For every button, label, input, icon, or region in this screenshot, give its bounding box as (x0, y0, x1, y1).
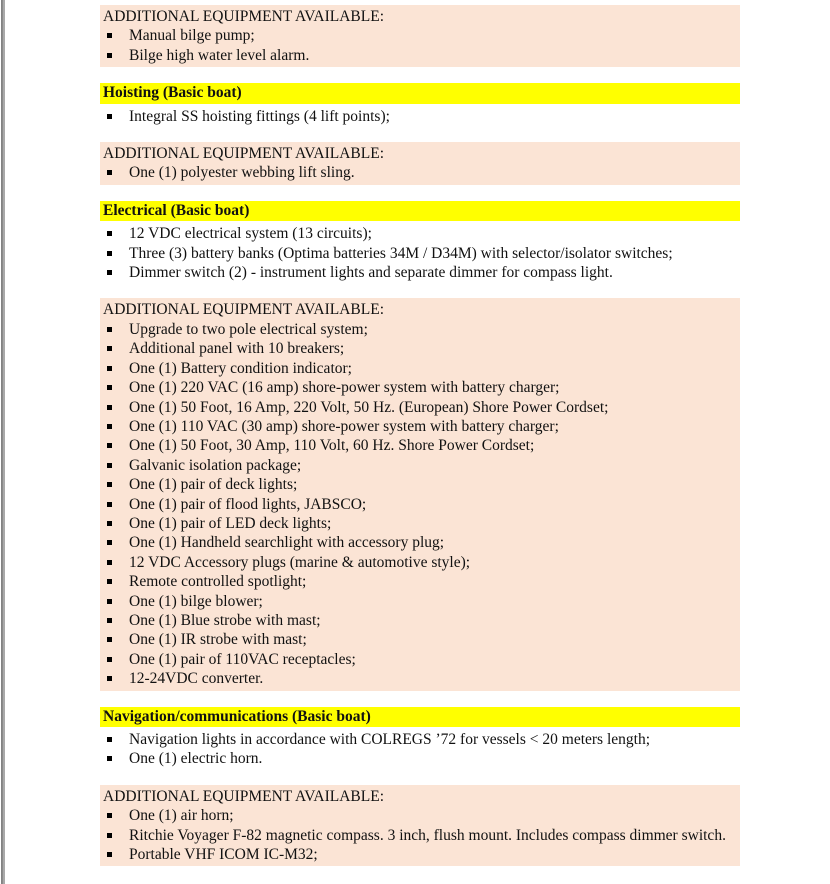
square-bullet-icon (107, 424, 112, 429)
square-bullet-icon (107, 756, 112, 761)
list-item-text: One (1) pair of flood lights, JABSCO; (129, 495, 367, 513)
list-item (100, 495, 740, 514)
list-item-text: One (1) air horn; (129, 807, 234, 825)
list-item (100, 592, 740, 611)
additional-equipment-title: ADDITIONAL EQUIPMENT AVAILABLE: (103, 787, 384, 805)
list-item-text: One (1) pair of 110VAC receptacles; (129, 650, 356, 668)
square-bullet-icon (107, 676, 112, 681)
square-bullet-icon (107, 560, 112, 565)
list-item (100, 163, 740, 182)
list-item-text: One (1) Battery condition indicator; (129, 359, 352, 377)
list-item (100, 339, 740, 358)
list-item (100, 730, 740, 749)
list-item (100, 650, 740, 669)
list-item (100, 669, 740, 688)
list-item (100, 263, 740, 282)
list-item-text: One (1) pair of deck lights; (129, 476, 298, 494)
square-bullet-icon (107, 231, 112, 236)
list-item (100, 475, 740, 494)
list-item (100, 553, 740, 572)
list-item-text: One (1) electric horn. (129, 750, 263, 768)
square-bullet-icon (107, 405, 112, 410)
additional-equipment-title: ADDITIONAL EQUIPMENT AVAILABLE: (103, 145, 384, 163)
square-bullet-icon (107, 637, 112, 642)
list-item (100, 46, 740, 65)
list-item (100, 749, 740, 768)
list-item-text: One (1) bilge blower; (129, 592, 263, 610)
page-edge-bar (0, 0, 6, 884)
section-header: Electrical (Basic boat) (100, 201, 740, 221)
square-bullet-icon (107, 251, 112, 256)
square-bullet-icon (107, 540, 112, 545)
list-item-text: One (1) 110 VAC (30 amp) shore-power system with battery charger; (129, 417, 559, 435)
bullet-list (100, 730, 740, 769)
additional-equipment-title: ADDITIONAL EQUIPMENT AVAILABLE: (103, 8, 384, 25)
list-item (100, 806, 740, 825)
square-bullet-icon (107, 327, 112, 332)
list-item (100, 826, 740, 845)
list-item (100, 244, 740, 263)
bullet-list (100, 224, 740, 282)
list-item-text: Additional panel with 10 breakers; (129, 340, 345, 358)
square-bullet-icon (107, 114, 112, 119)
list-item-text: One (1) polyester webbing lift sling. (129, 164, 355, 182)
list-item (100, 107, 740, 126)
list-item (100, 436, 740, 455)
square-bullet-icon (107, 463, 112, 468)
list-item-text: Ritchie Voyager F-82 magnetic compass. 3 inch, flush mount. Includes compass dimmer switch. (129, 826, 726, 844)
square-bullet-icon (107, 852, 112, 857)
additional-equipment-title: ADDITIONAL EQUIPMENT AVAILABLE: (103, 301, 384, 319)
square-bullet-icon (107, 385, 112, 390)
square-bullet-icon (107, 346, 112, 351)
list-item-text: One (1) Handheld searchlight with accessory plug; (129, 534, 445, 552)
list-item-text: Navigation lights in accordance with COLREGS ’72 for vessels < 20 meters length; (129, 731, 650, 748)
list-item (100, 224, 740, 243)
additional-equipment-block (100, 142, 740, 185)
list-item (100, 630, 740, 649)
list-item-text: Bilge high water level alarm. (129, 46, 310, 64)
list-item (100, 611, 740, 630)
list-item-text: One (1) 220 VAC (16 amp) shore-power system with battery charger; (129, 379, 560, 397)
list-item-text: Three (3) battery banks (Optima batteries 34M / D34M) with selector/isolator switches; (129, 244, 673, 262)
square-bullet-icon (107, 813, 112, 818)
list-item-text: One (1) 50 Foot, 30 Amp, 110 Volt, 60 Hz. Shore Power Cordset; (129, 437, 535, 455)
square-bullet-icon (107, 737, 112, 742)
list-item-text: Dimmer switch (2) - instrument lights and separate dimmer for compass light. (129, 264, 613, 282)
square-bullet-icon (107, 502, 112, 507)
square-bullet-icon (107, 482, 112, 487)
additional-equipment-block (100, 785, 740, 867)
list-item (100, 378, 740, 397)
list-item-text: One (1) 50 Foot, 16 Amp, 220 Volt, 50 Hz. (European) Shore Power Cordset; (129, 398, 609, 416)
list-item-text: 12 VDC electrical system (13 circuits); (129, 225, 372, 243)
square-bullet-icon (107, 366, 112, 371)
list-item-text: Remote controlled spotlight; (129, 573, 307, 591)
section-header: Navigation/communications (Basic boat) (100, 707, 740, 727)
list-item (100, 456, 740, 475)
list-item (100, 320, 740, 339)
square-bullet-icon (107, 170, 112, 175)
list-item-text: Upgrade to two pole electrical system; (129, 320, 368, 338)
square-bullet-icon (107, 270, 112, 275)
square-bullet-icon (107, 599, 112, 604)
square-bullet-icon (107, 443, 112, 448)
list-item (100, 359, 740, 378)
list-item-text: Integral SS hoisting fittings (4 lift points); (129, 107, 390, 125)
list-item (100, 533, 740, 552)
list-item-text: Manual bilge pump; (129, 27, 255, 45)
square-bullet-icon (107, 33, 112, 38)
square-bullet-icon (107, 521, 112, 526)
list-item-text: Portable VHF ICOM IC-M32; (129, 846, 318, 864)
list-item-text: 12-24VDC converter. (129, 670, 264, 688)
list-item-text: One (1) pair of LED deck lights; (129, 514, 332, 532)
list-item (100, 845, 740, 864)
square-bullet-icon (107, 618, 112, 623)
list-item (100, 514, 740, 533)
additional-equipment-block (100, 298, 740, 690)
bullet-list (100, 107, 740, 126)
list-item (100, 572, 740, 591)
list-item (100, 417, 740, 436)
square-bullet-icon (107, 833, 112, 838)
square-bullet-icon (107, 53, 112, 58)
list-item (100, 26, 740, 45)
list-item-text: One (1) Blue strobe with mast; (129, 611, 321, 629)
list-item (100, 398, 740, 417)
list-item-text: Galvanic isolation package; (129, 456, 302, 474)
document-content (100, 5, 740, 866)
square-bullet-icon (107, 657, 112, 662)
section-header: Hoisting (Basic boat) (100, 83, 740, 103)
square-bullet-icon (107, 579, 112, 584)
additional-equipment-block (100, 5, 740, 67)
list-item-text: One (1) IR strobe with mast; (129, 631, 307, 649)
list-item-text: 12 VDC Accessory plugs (marine & automotive style); (129, 553, 471, 571)
